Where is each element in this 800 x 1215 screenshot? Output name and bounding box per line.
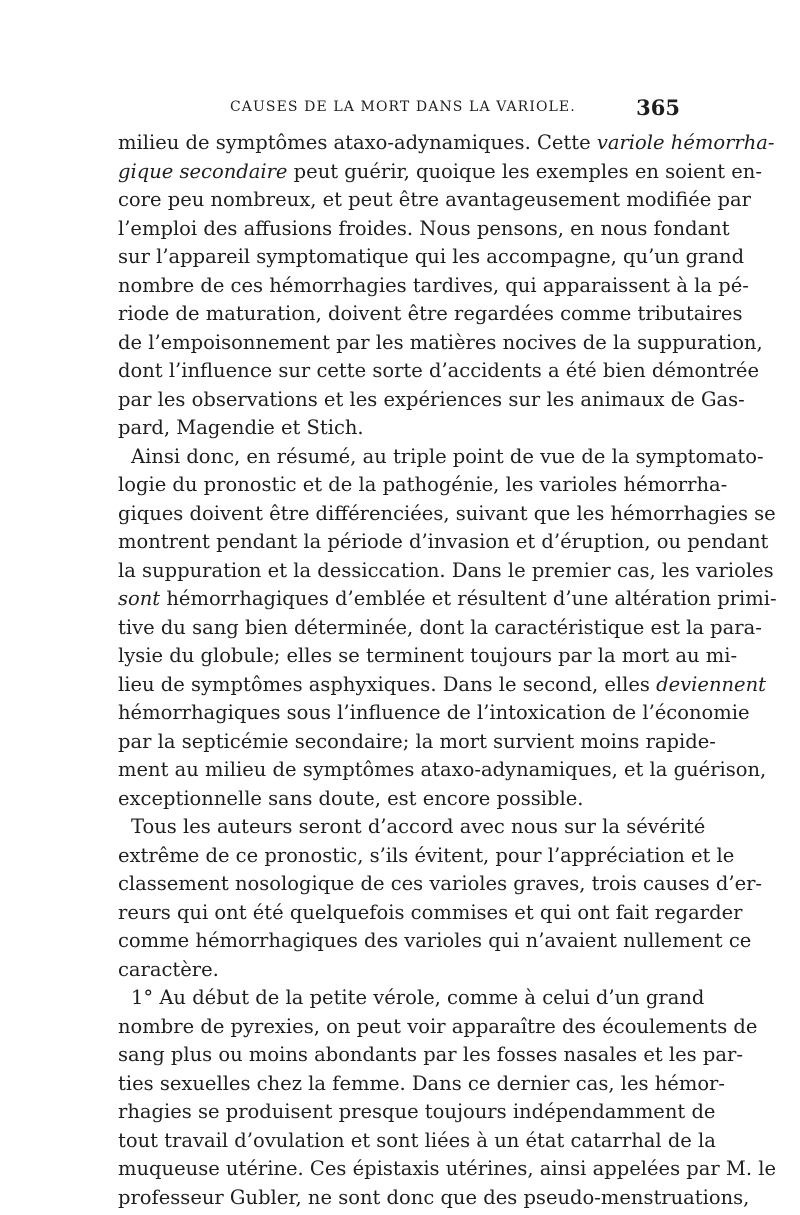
- text-line: [118, 642, 738, 670]
- text-line: [118, 585, 777, 613]
- text-segment: montrent pendant la période d’invasion et d’éruption, ou pendant: [118, 530, 769, 553]
- text-segment: sur l’appareil symptomatique qui les accompagne, qu’un grand: [118, 245, 745, 268]
- text-segment: ties sexuelles chez la femme. Dans ce dernier cas, les hémor-: [118, 1071, 725, 1095]
- text-segment: par la septicémie secondaire; la mort survient moins rapide-: [118, 729, 716, 753]
- text-segment: professeur Gubler, ne sont donc que des pseudo-menstruations,: [118, 1185, 750, 1209]
- text-segment: classement nosologique de ces varioles graves, trois causes d’er-: [118, 872, 763, 895]
- text-segment: 1° Au début de la petite vérole, comme à celui d’un grand: [131, 986, 705, 1009]
- text-line: [118, 414, 680, 442]
- text-segment: l’emploi des affusions froides. Nous pensons, en nous fondant: [118, 216, 730, 240]
- text-line: [118, 243, 745, 271]
- italic-text: sont: [118, 587, 161, 610]
- text-segment: tout travail d’ovulation et sont liées à un état catarrhal de la: [118, 1128, 716, 1152]
- italic-text: variole hémorrha-: [596, 131, 775, 154]
- running-title: CAUSES DE LA MORT DANS LA VARIOLE.: [230, 99, 576, 115]
- text-line: [131, 984, 705, 1012]
- text-line: [118, 528, 769, 556]
- text-line: [118, 1155, 777, 1183]
- text-line: [118, 1127, 716, 1155]
- text-line: [118, 785, 680, 813]
- text-segment: nombre de ces hémorrhagies tardives, qui apparaissent à la pé-: [118, 273, 749, 297]
- page-number: 365: [636, 95, 680, 120]
- text-segment: sang plus ou moins abondants par les fosses nasales et les par-: [118, 1043, 743, 1066]
- text-segment: peut guérir, quoique les exemples en soient en-: [287, 159, 762, 183]
- text-segment: Tous les auteurs seront d’accord avec nous sur la sévérité: [131, 815, 706, 838]
- text-line: [118, 671, 766, 699]
- text-segment: lysie du globule; elles se terminent toujours par la mort au mi-: [118, 644, 738, 667]
- text-line: [118, 357, 759, 385]
- text-line: [118, 329, 763, 357]
- text-line: [118, 471, 728, 499]
- text-segment: extrême de ce pronostic, s’ils évitent, pour l’appréciation et le: [118, 843, 735, 867]
- text-line: [118, 215, 730, 243]
- italic-text: gique secondaire: [118, 159, 288, 183]
- text-segment: Ainsi donc, en résumé, au triple point de vue de la symptomato-: [131, 444, 764, 468]
- text-segment: tive du sang bien déterminée, dont la caractéristique est la para-: [118, 615, 762, 639]
- text-segment: dont l’influence sur cette sorte d’accidents a été bien démontrée: [118, 359, 759, 382]
- text-segment: logie du pronostic et de la pathogénie, les varioles hémorrha-: [118, 473, 728, 496]
- text-line: [118, 129, 775, 157]
- text-line: [118, 842, 735, 870]
- text-segment: giques doivent être différenciées, suivant que les hémorrhagies se: [118, 501, 776, 525]
- text-line: [118, 386, 745, 414]
- text-segment: caractère.: [118, 957, 219, 981]
- text-line: [118, 186, 751, 214]
- text-segment: par les observations et les expériences sur les animaux de Gas-: [118, 387, 745, 411]
- text-segment: exceptionnelle sans doute, est encore possible.: [118, 786, 584, 810]
- text-line: [118, 756, 767, 784]
- text-line: [118, 899, 743, 927]
- text-segment: la suppuration et la dessiccation. Dans le premier cas, les varioles: [118, 558, 774, 582]
- text-segment: hémorrhagiques d’emblée et résultent d’une altération primi-: [160, 587, 777, 610]
- running-header: [118, 95, 680, 125]
- text-line: [118, 500, 776, 528]
- text-line: [118, 927, 752, 955]
- text-line: [118, 699, 750, 727]
- text-segment: pard, Magendie et Stich.: [118, 416, 364, 439]
- text-line: [118, 728, 716, 756]
- text-line: [118, 870, 763, 898]
- text-segment: hémorrhagiques sous l’influence de l’intoxication de l’économie: [118, 701, 750, 724]
- text-segment: comme hémorrhagiques des varioles qui n’avaient nullement ce: [118, 929, 752, 952]
- text-line: [118, 1041, 743, 1069]
- text-segment: riode de maturation, doivent être regardées comme tributaires: [118, 302, 743, 325]
- italic-text: deviennent: [656, 672, 766, 696]
- text-segment: reurs qui ont été quelquefois commises et qui ont fait regarder: [118, 900, 743, 924]
- text-line: [118, 956, 680, 984]
- text-segment: rhagies se produisent presque toujours indépendamment de: [118, 1100, 716, 1123]
- text-segment: core peu nombreux, et peut être avantageusement modifiée par: [118, 188, 751, 211]
- text-segment: muqueuse utérine. Ces épistaxis utérines, ainsi appelées par M. le: [118, 1157, 777, 1180]
- text-line: [118, 158, 762, 186]
- text-segment: de l’empoisonnement par les matières nocives de la suppuration,: [118, 330, 763, 354]
- text-segment: nombre de pyrexies, on peut voir apparaître des écoulements de: [118, 1014, 758, 1038]
- text-segment: milieu de symptômes ataxo-adynamiques. Cette: [118, 131, 597, 154]
- text-segment: lieu de symptômes asphyxiques. Dans le second, elles: [118, 672, 657, 696]
- text-segment: ment au milieu de symptômes ataxo-adynamiques, et la guérison,: [118, 758, 767, 781]
- text-line: [131, 443, 764, 471]
- text-line: [131, 813, 706, 841]
- text-line: [118, 1070, 725, 1098]
- text-line: [118, 1098, 716, 1126]
- text-line: [118, 272, 749, 300]
- text-line: [118, 300, 743, 328]
- text-line: [118, 1013, 758, 1041]
- text-line: [118, 557, 774, 585]
- text-line: [118, 1184, 750, 1212]
- text-line: [118, 614, 762, 642]
